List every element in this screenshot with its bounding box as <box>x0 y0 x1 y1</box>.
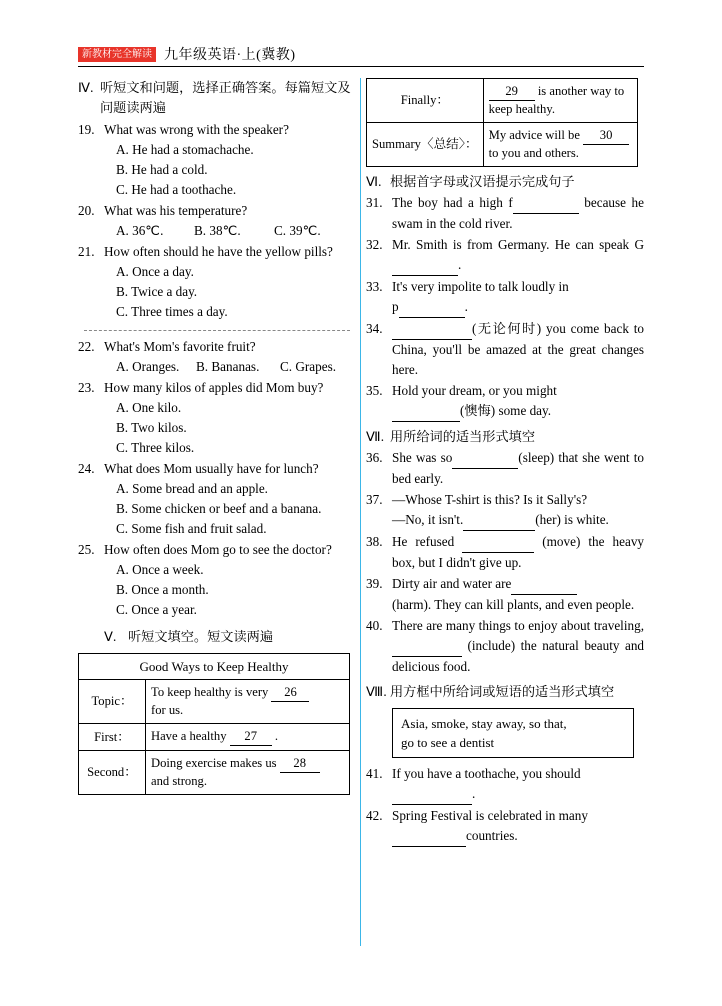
question-37 <box>366 490 644 531</box>
question-19-text: What was wrong with the speaker? <box>104 122 289 137</box>
topic-value <box>146 680 350 724</box>
question-41-number: 41. <box>366 766 383 781</box>
section-6-title: 根据首字母或汉语提示完成句子 <box>390 174 575 189</box>
question-23-text: How many kilos of apples did Mom buy? <box>104 380 324 395</box>
section-5-title: 听短文填空。短文读两遍 <box>128 629 274 644</box>
question-20 <box>78 201 356 221</box>
question-19-option-b[interactable]: B. He had a cold. <box>116 162 208 177</box>
question-22-option-b[interactable]: B. Bananas. <box>196 359 260 374</box>
header-divider <box>78 66 644 67</box>
section-7-heading <box>366 427 644 447</box>
question-33-part-c: . <box>464 299 468 314</box>
finally-blank-29[interactable]: 29 <box>489 83 535 101</box>
question-24-number: 24. <box>78 461 95 476</box>
question-35-number: 35. <box>366 383 383 398</box>
question-21 <box>78 242 356 262</box>
question-22-options <box>116 357 356 377</box>
question-34-text <box>392 319 644 380</box>
finally-post: is another way to keep healthy. <box>488 84 625 116</box>
question-33-text <box>392 277 644 318</box>
summary-label: Summary〈总结〉： <box>367 123 484 167</box>
question-33-part-a: It's very impolite to talk loudly in <box>392 279 569 294</box>
summary-blank-30[interactable]: 30 <box>583 127 629 145</box>
topic-blank-26[interactable]: 26 <box>271 684 309 702</box>
second-value <box>146 751 350 795</box>
question-25-option-c[interactable]: C. Once a year. <box>116 602 197 617</box>
question-39-text <box>392 574 644 615</box>
question-20-option-b[interactable]: B. 38℃. <box>194 223 241 238</box>
page-header <box>78 44 644 64</box>
question-31-blank[interactable] <box>513 193 579 214</box>
question-34 <box>366 319 644 380</box>
question-34-part-b: (无论何时) you come back to China, you'll be amazed at the great changes here. <box>392 321 644 377</box>
question-19-option-a[interactable]: A. He had a stomachache. <box>116 142 254 157</box>
publisher-badge: 新教材完全解读 <box>78 47 156 62</box>
dashed-separator <box>84 330 350 331</box>
summary-table <box>366 78 638 167</box>
question-23 <box>78 378 356 398</box>
question-32-blank[interactable] <box>392 255 458 276</box>
question-39-number: 39. <box>366 576 383 591</box>
second-blank-28[interactable]: 28 <box>280 755 320 773</box>
question-23-option-a[interactable]: A. One kilo. <box>116 400 182 415</box>
section-6-heading <box>366 172 644 192</box>
question-31-part-b: because he swam in the cold river. <box>392 195 645 231</box>
question-33-blank[interactable] <box>399 297 465 318</box>
question-22-option-c[interactable]: C. Grapes. <box>280 359 337 374</box>
question-25-option-a[interactable]: A. Once a week. <box>116 562 204 577</box>
question-22 <box>78 337 356 357</box>
table-row <box>367 123 638 167</box>
question-32 <box>366 235 644 276</box>
book-title: 九年级英语·上(冀教) <box>164 48 296 63</box>
table-row <box>79 751 350 795</box>
question-38-part-a: He refused <box>392 534 455 549</box>
question-24-option-a[interactable]: A. Some bread and an apple. <box>116 481 268 496</box>
question-35-part-a: Hold your dream, or you might <box>392 383 557 398</box>
second-pre: Doing exercise makes us <box>151 756 277 770</box>
word-bank-line-1: Asia, smoke, stay away, so that, <box>401 716 567 731</box>
question-31-number: 31. <box>366 195 383 210</box>
question-24-text: What does Mom usually have for lunch? <box>104 461 319 476</box>
summary-value <box>483 123 637 167</box>
question-34-number: 34. <box>366 321 383 336</box>
question-23-option-c[interactable]: C. Three kilos. <box>116 440 195 455</box>
question-24 <box>78 459 356 479</box>
question-39 <box>366 574 644 615</box>
question-31 <box>366 193 644 234</box>
question-35-blank[interactable] <box>392 401 460 422</box>
question-41-blank[interactable] <box>392 784 472 805</box>
question-25-number: 25. <box>78 542 95 557</box>
question-41 <box>366 764 644 805</box>
first-blank-27[interactable]: 27 <box>230 728 272 746</box>
question-42-number: 42. <box>366 808 383 823</box>
question-33 <box>366 277 644 318</box>
question-19 <box>78 120 356 140</box>
question-35-part-b: (懊悔) some day. <box>460 403 552 418</box>
question-41-text <box>392 764 644 805</box>
topic-pre: To keep healthy is very <box>151 685 269 699</box>
question-34-blank[interactable] <box>392 319 472 340</box>
question-42-blank[interactable] <box>392 826 466 847</box>
finally-value <box>483 79 637 123</box>
question-19-option-c[interactable]: C. He had a toothache. <box>116 182 237 197</box>
question-35-text <box>392 381 644 422</box>
question-40-number: 40. <box>366 618 383 633</box>
question-36-text <box>392 448 644 489</box>
question-37-line-1: —Whose T-shirt is this? Is it Sally's? <box>392 492 588 507</box>
good-ways-table-title: Good Ways to Keep Healthy <box>79 654 350 680</box>
section-8-title: 用方框中所给词或短语的适当形式填空 <box>390 684 615 699</box>
question-22-number: 22. <box>78 339 95 354</box>
word-bank-line-2: go to see a dentist <box>401 735 495 750</box>
table-title-row <box>79 654 350 680</box>
question-22-option-a[interactable]: A. Oranges. <box>116 359 180 374</box>
question-37-line-2b: (her) is white. <box>535 512 609 527</box>
section-7-title: 用所给词的适当形式填空 <box>390 429 536 444</box>
question-35 <box>366 381 644 422</box>
question-36-number: 36. <box>366 450 383 465</box>
question-36-blank[interactable] <box>452 448 518 469</box>
table-row <box>79 680 350 724</box>
question-32-number: 32. <box>366 237 383 252</box>
second-post: and strong. <box>151 774 207 788</box>
left-column <box>78 78 356 795</box>
column-divider <box>360 78 361 946</box>
question-40 <box>366 616 644 677</box>
question-39-part-b: (harm). They can kill plants, and even people. <box>392 597 635 612</box>
question-42-text <box>392 806 644 847</box>
question-21-option-b[interactable]: B. Twice a day. <box>116 284 198 299</box>
question-22-text: What's Mom's favorite fruit? <box>104 339 256 354</box>
question-38-part-b: (move) the heavy box, but I didn't give up. <box>392 534 645 570</box>
topic-post: for us. <box>151 703 184 717</box>
summary-post: to you and others. <box>488 146 579 160</box>
question-39-blank[interactable] <box>511 574 577 595</box>
question-40-blank[interactable] <box>392 636 462 657</box>
question-42 <box>366 806 644 847</box>
question-32-part-b: . <box>458 257 462 272</box>
question-21-option-c[interactable]: C. Three times a day. <box>116 304 228 319</box>
question-31-part-a: The boy had a high f <box>392 195 513 210</box>
question-20-option-a[interactable]: A. 36℃. <box>116 223 164 238</box>
section-6-numeral: Ⅵ. <box>366 174 382 189</box>
section-8-numeral: Ⅷ. <box>366 684 387 699</box>
question-20-option-c[interactable]: C. 39℃. <box>274 223 321 238</box>
question-20-options <box>116 221 356 241</box>
question-33-number: 33. <box>366 279 383 294</box>
question-37-blank[interactable] <box>463 510 535 531</box>
section-4-heading <box>78 78 356 118</box>
question-24-option-c[interactable]: C. Some fish and fruit salad. <box>116 521 267 536</box>
word-bank-box <box>392 708 634 758</box>
table-row <box>367 79 638 123</box>
question-42-part-b: countries. <box>466 828 518 843</box>
question-32-text <box>392 235 644 276</box>
question-39-part-a: Dirty air and water are <box>392 576 512 591</box>
question-38-blank[interactable] <box>462 532 534 553</box>
question-38 <box>366 532 644 573</box>
right-column <box>366 78 644 847</box>
table-row <box>79 724 350 751</box>
question-40-part-a: There are many things to enjoy about traveling, <box>392 618 644 633</box>
question-25-option-b[interactable]: B. Once a month. <box>116 582 209 597</box>
question-23-option-b[interactable]: B. Two kilos. <box>116 420 187 435</box>
section-4-title: 听短文和问题，选择正确答案。每篇短文及问题读两遍 <box>100 80 351 115</box>
question-21-text: How often should he have the yellow pills? <box>104 244 333 259</box>
section-8-heading <box>366 682 644 702</box>
question-36-part-a: She was so <box>392 450 453 465</box>
section-5-heading <box>104 627 356 647</box>
question-41-part-b: . <box>472 786 476 801</box>
section-7-numeral: Ⅶ. <box>366 429 385 444</box>
topic-label: Topic： <box>79 680 146 724</box>
question-33-part-b: p <box>392 299 399 314</box>
section-5-numeral: Ⅴ. <box>104 629 117 644</box>
question-19-number: 19. <box>78 122 95 137</box>
first-pre: Have a healthy <box>151 729 227 743</box>
question-37-line-2a: —No, it isn't. <box>392 512 464 527</box>
good-ways-table <box>78 653 350 795</box>
question-25 <box>78 540 356 560</box>
question-31-text <box>392 193 644 234</box>
question-42-part-a: Spring Festival is celebrated in many <box>392 808 588 823</box>
question-25-text: How often does Mom go to see the doctor? <box>104 542 332 557</box>
question-40-text <box>392 616 644 677</box>
question-32-part-a: Mr. Smith is from Germany. He can speak G <box>392 237 644 252</box>
first-label: First： <box>79 724 146 751</box>
first-value <box>146 724 350 751</box>
question-38-text <box>392 532 644 573</box>
question-23-number: 23. <box>78 380 95 395</box>
question-38-number: 38. <box>366 534 383 549</box>
question-24-option-b[interactable]: B. Some chicken or beef and a banana. <box>116 501 322 516</box>
first-post: . <box>274 729 278 743</box>
finally-label: Finally： <box>367 79 484 123</box>
second-label: Second： <box>79 751 146 795</box>
question-36 <box>366 448 644 489</box>
question-20-number: 20. <box>78 203 95 218</box>
section-4-numeral: Ⅳ. <box>78 80 94 95</box>
question-37-number: 37. <box>366 492 383 507</box>
question-37-text <box>392 490 644 531</box>
question-36-part-b: (sleep) that she went to bed early. <box>392 450 644 486</box>
summary-pre: My advice will be <box>488 128 580 142</box>
question-21-option-a[interactable]: A. Once a day. <box>116 264 194 279</box>
question-20-text: What was his temperature? <box>104 203 248 218</box>
question-41-part-a: If you have a toothache, you should <box>392 766 581 781</box>
question-21-number: 21. <box>78 244 95 259</box>
question-40-part-b: (include) the natural beauty and delicious food. <box>392 638 645 674</box>
